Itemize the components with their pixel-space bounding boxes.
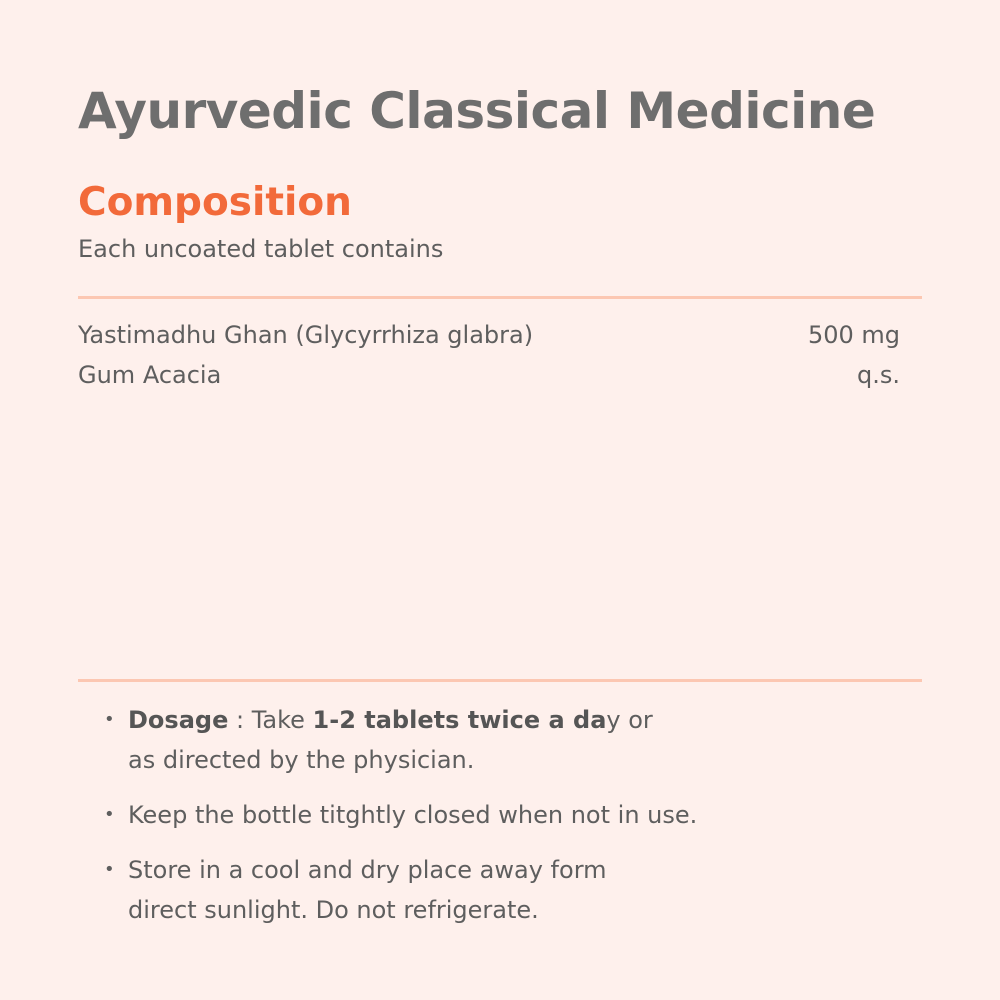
dosage-line2: as directed by the physician. <box>128 746 475 774</box>
ingredient-list <box>78 315 900 395</box>
divider-top <box>78 296 922 299</box>
storage-cool-note <box>104 850 924 930</box>
composition-subtitle: Each uncoated tablet contains <box>78 235 444 263</box>
ingredient-amount: q.s. <box>857 361 900 389</box>
dosage-label: Dosage <box>128 706 229 734</box>
divider-bottom <box>78 679 922 682</box>
bullet-icon: • <box>104 804 115 825</box>
bullet-icon: • <box>104 859 115 880</box>
bullet-icon: • <box>104 709 115 730</box>
storage-cool-line2: direct sunlight. Do not refrigerate. <box>128 896 539 924</box>
composition-heading: Composition <box>78 180 352 225</box>
dosage-separator: : Take <box>228 706 313 734</box>
ingredient-name: Gum Acacia <box>78 361 222 389</box>
storage-closed-note <box>104 795 924 835</box>
dosage-amount: 1-2 tablets twice a da <box>312 706 607 734</box>
ingredient-row <box>78 315 900 355</box>
storage-cool-line1: Store in a cool and dry place away form <box>128 856 607 884</box>
dosage-note <box>104 700 924 780</box>
ingredient-row <box>78 355 900 395</box>
dosage-rest: y or <box>606 706 653 734</box>
page-title: Ayurvedic Classical Medicine <box>78 82 876 140</box>
instructions-list <box>104 700 924 945</box>
ingredient-name: Yastimadhu Ghan (Glycyrrhiza glabra) <box>78 321 534 349</box>
ingredient-amount: 500 mg <box>807 321 900 349</box>
storage-closed-text: Keep the bottle titghtly closed when not in use. <box>128 801 698 829</box>
